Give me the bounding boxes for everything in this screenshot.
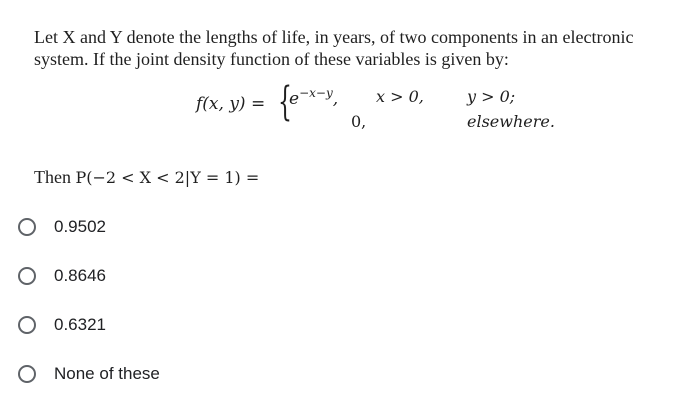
formula-case1-value: $e^{-x-y}$,: [289, 86, 339, 109]
formula-case1-condition-y: y > 0;: [467, 87, 516, 106]
joint-density-formula: [196, 79, 596, 134]
radio-button[interactable]: [18, 365, 36, 383]
option-0.9502[interactable]: [16, 202, 416, 251]
answer-options: [16, 202, 416, 398]
formula-case1-condition-x: x > 0,: [376, 87, 424, 106]
radio-button[interactable]: [18, 267, 36, 285]
option-label: 0.9502: [54, 216, 106, 236]
radio-button[interactable]: [18, 218, 36, 236]
question-prompt: Then P(−2 < X < 2|Y = 1) =: [34, 167, 260, 187]
formula-case2-condition: elsewhere.: [467, 112, 555, 131]
option-0.6321[interactable]: [16, 300, 416, 349]
option-0.8646[interactable]: [16, 251, 416, 300]
option-label: 0.6321: [54, 314, 106, 334]
radio-button[interactable]: [18, 316, 36, 334]
formula-brace: {: [278, 79, 292, 125]
option-none-of-these[interactable]: [16, 349, 416, 398]
formula-lhs: f(x, y) =: [196, 94, 266, 114]
question-text: Let X and Y denote the lengths of life, in years, of two components in an electronic system. If the joint density function of these variables is given by:: [34, 27, 634, 69]
option-label: 0.8646: [54, 265, 106, 285]
formula-case2-value: 0,: [351, 112, 367, 131]
option-label: None of these: [54, 363, 160, 383]
probability-expression: P(−2 < X < 2|Y = 1) =: [75, 168, 260, 187]
